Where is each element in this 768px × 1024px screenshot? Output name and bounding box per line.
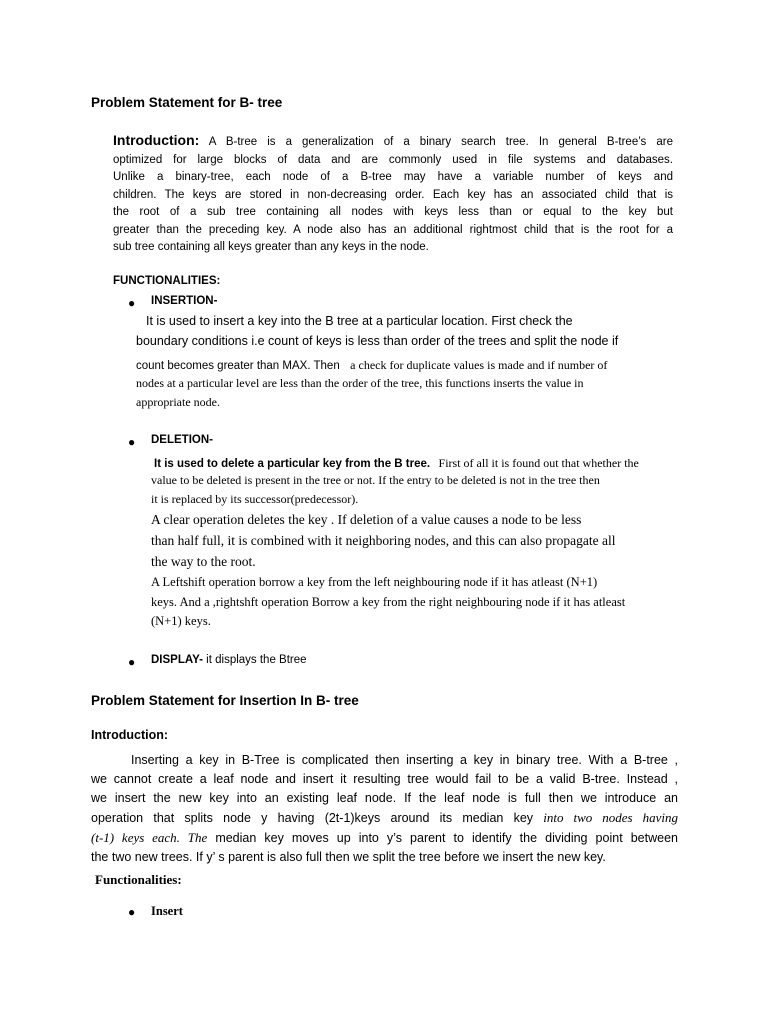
display-item	[151, 654, 307, 666]
intro-line: greater than the preceding key. A node also has an additional rightmost child that is the root for a	[113, 223, 673, 236]
body-line: we cannot create a leaf node and insert it resulting tree would fail to be a valid B-tree. Instead ,	[91, 772, 678, 786]
deletion-line: value to be deleted is present in the tree or not. If the entry to be deleted is not in the tree then	[151, 473, 600, 487]
section1-heading: Problem Statement for B- tree	[91, 95, 283, 110]
body-line	[91, 828, 678, 848]
display-text: it displays the Btree	[202, 654, 307, 666]
deletion-line: A clear operation deletes the key . If deletion of a value causes a node to be less	[151, 512, 582, 527]
insertion-line-part: count becomes greater than MAX. Then	[136, 360, 340, 372]
body-line-part: median key moves up into y’s parent to identify the dividing point between	[207, 831, 678, 845]
deletion-line: A Leftshift operation borrow a key from the left neighbouring node if it has atleast (N+1)	[151, 575, 598, 589]
intro-line: optimized for large blocks of data and are commonly used in file systems and databases.	[113, 153, 673, 166]
deletion-line: it is replaced by its successor(predecessor).	[151, 492, 359, 506]
section2-functionalities-heading: Functionalities:	[95, 872, 182, 887]
intro-line: A B-tree is a generalization of a binary search tree. In general B-tree’s are	[199, 136, 673, 148]
body-line-part: (t-1) keys each. The	[91, 830, 208, 845]
bullet-icon: ●	[128, 296, 136, 310]
deletion-line	[154, 454, 639, 472]
insert-item: Insert	[151, 904, 183, 918]
intro-line: the root of a sub tree containing all nodes with keys less than or equal to the key but	[113, 206, 673, 218]
insertion-line: It is used to insert a key into the B tree at a particular location. First check the	[146, 314, 573, 328]
intro-line: Unlike a binary-tree, each node of a B-tree may have a variable number of keys and	[113, 171, 673, 183]
bullet-icon: ●	[128, 905, 136, 919]
body-line	[91, 808, 678, 828]
section2-heading: Problem Statement for Insertion In B- tree	[91, 693, 359, 708]
bullet-icon: ●	[128, 655, 136, 669]
insertion-line-part: a check for duplicate values is made and if number of	[350, 358, 608, 372]
deletion-line: (N+1) keys.	[151, 614, 211, 628]
functionalities-heading: FUNCTIONALITIES:	[113, 275, 221, 287]
section1-intro	[113, 132, 673, 257]
deletion-line: keys. And a ,rightshft operation Borrow a key from the right neighbouring node if it has atleast	[151, 595, 626, 609]
section2-body	[91, 751, 678, 867]
body-line: Inserting a key in B-Tree is complicated then inserting a key in binary tree. With a B-tree ,	[131, 753, 678, 767]
display-label: DISPLAY-	[151, 654, 203, 666]
deletion-line: than half full, it is combined with it neighboring nodes, and this can also propagate all	[151, 533, 616, 548]
body-line-part: operation that splits node y having (2t-1)keys around its median key	[91, 811, 544, 825]
body-line-part: into two nodes having	[543, 810, 678, 825]
intro-line: children. The keys are stored in non-decreasing order. Each key has an associated child that is	[113, 188, 673, 201]
deletion-line-part: It is used to delete a particular key from the B tree.	[154, 458, 431, 470]
deletion-line-part: First of all it is found out that whether the	[438, 456, 639, 470]
insertion-line: boundary conditions i.e count of keys is less than order of the trees and split the node if	[136, 334, 619, 348]
insertion-label: INSERTION-	[151, 295, 218, 307]
bullet-icon: ●	[128, 435, 136, 449]
insertion-line: appropriate node.	[136, 395, 220, 409]
intro-line: sub tree containing all keys greater than any keys in the node.	[113, 241, 429, 253]
insertion-line	[136, 356, 607, 374]
body-line: we insert the new key into an existing leaf node. If the leaf node is full then we introduce an	[91, 791, 678, 805]
intro-label: Introduction:	[113, 132, 200, 148]
deletion-line: the way to the root.	[151, 554, 256, 569]
body-line: the two new trees. If y’ s parent is also full then we split the tree before we insert the new key.	[91, 850, 606, 864]
section2-intro-label: Introduction:	[91, 728, 169, 742]
insertion-line: nodes at a particular level are less than the order of the tree, this functions inserts the value in	[136, 376, 584, 390]
deletion-label: DELETION-	[151, 434, 213, 446]
